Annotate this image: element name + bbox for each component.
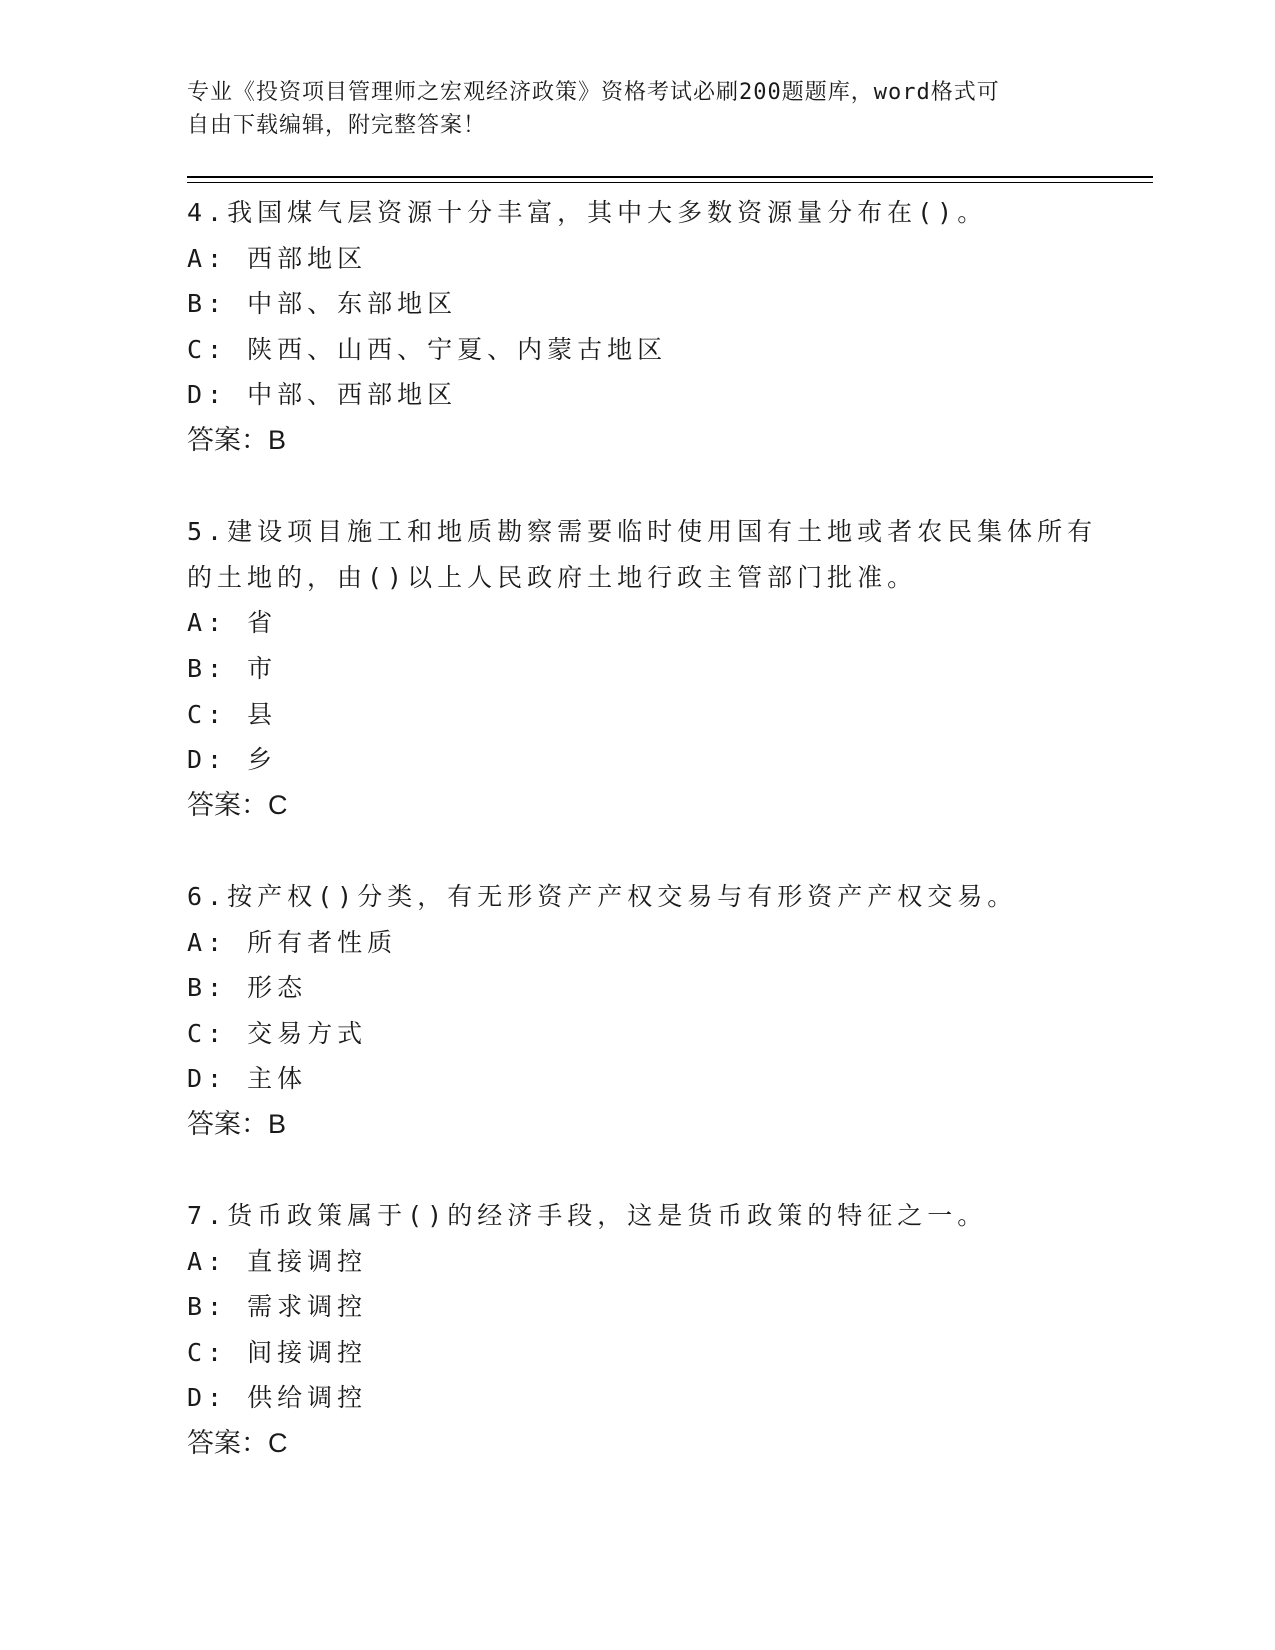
header-divider-thin: [187, 182, 1153, 183]
question-spacer: [187, 1147, 1087, 1193]
question-list: [187, 190, 1098, 1467]
option-d: D: 乡: [187, 745, 278, 775]
header-line-1: 专业《投资项目管理师之宏观经济政策》资格考试必刷200题题库，word格式可: [187, 80, 1000, 105]
question-5: [187, 509, 1098, 828]
question-spacer: [187, 464, 1087, 510]
option-b: B: 需求调控: [187, 1292, 368, 1322]
question-stem: 7.货币政策属于()的经济手段，这是货币政策的特征之一。: [187, 1201, 988, 1231]
option-b: B: 中部、东部地区: [187, 289, 458, 319]
question-6: [187, 874, 1087, 1148]
question-stem-line-2: 的土地的，由()以上人民政府土地行政主管部门批准。: [187, 562, 918, 592]
option-a: A: 西部地区: [187, 243, 368, 273]
answer: 答案：B: [187, 1108, 287, 1139]
option-a: A: 所有者性质: [187, 927, 398, 957]
option-d: D: 供给调控: [187, 1383, 368, 1413]
question-7: [187, 1193, 1087, 1467]
header-line-2: 自由下载编辑，附完整答案！: [187, 113, 487, 138]
option-d: D: 主体: [187, 1064, 308, 1094]
document-header: [187, 76, 1087, 142]
question-4: [187, 190, 1087, 464]
question-stem: 4.我国煤气层资源十分丰富，其中大多数资源量分布在()。: [187, 198, 988, 227]
option-b: B: 形态: [187, 973, 308, 1003]
option-d: D: 中部、西部地区: [187, 380, 458, 410]
option-a: A: 直接调控: [187, 1246, 368, 1276]
question-spacer: [187, 828, 1087, 874]
question-stem-line-1: 5.建设项目施工和地质勘察需要临时使用国有土地或者农民集体所有: [187, 517, 1098, 547]
option-c: C: 县: [187, 699, 278, 729]
option-c: C: 间接调控: [187, 1337, 368, 1367]
header-divider-thick: [187, 176, 1153, 178]
option-c: C: 陕西、山西、宁夏、内蒙古地区: [187, 334, 668, 364]
question-stem: 6.按产权()分类，有无形资产产权交易与有形资产产权交易。: [187, 881, 1018, 911]
option-b: B: 市: [187, 653, 278, 683]
option-a: A: 省: [187, 608, 278, 638]
option-c: C: 交易方式: [187, 1018, 368, 1048]
answer: 答案：C: [187, 1428, 288, 1459]
answer: 答案：B: [187, 424, 287, 455]
answer: 答案：C: [187, 789, 288, 820]
